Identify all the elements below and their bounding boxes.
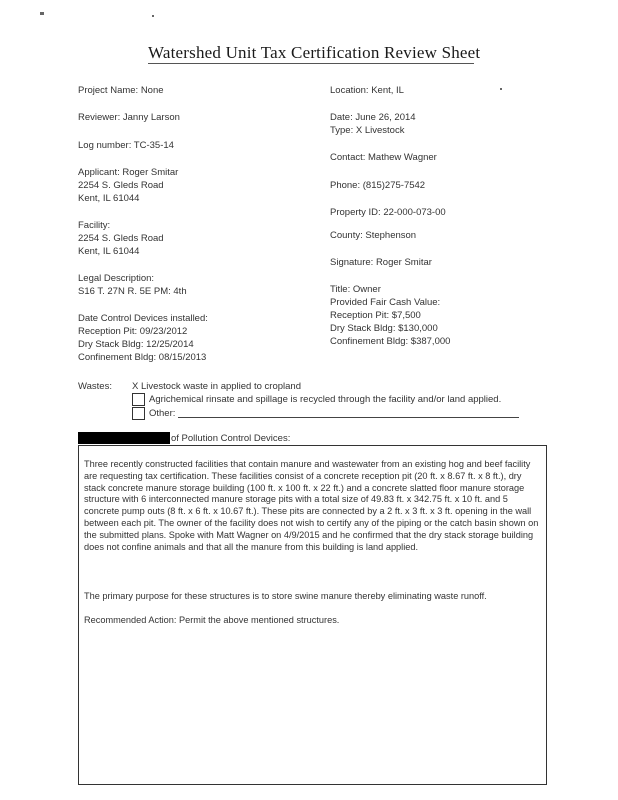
legal-description-block <box>78 272 187 298</box>
scan-speck <box>40 12 44 15</box>
fcv-line: Confinement Bldg: $387,000 <box>330 336 451 347</box>
scan-speck <box>152 15 154 17</box>
title-underline <box>148 63 474 64</box>
wastes-label: Wastes: <box>78 381 112 392</box>
property-id: Property ID: 22-000-073-00 <box>330 207 446 218</box>
legal-line: S16 T. 27N R. 5E PM: 4th <box>78 286 187 297</box>
date-type-block <box>330 111 416 137</box>
wastes-option-agrichemical: Agrichemical rinsate and spillage is recycled through the facility and/or land applied. <box>149 394 502 405</box>
description-paragraph: Three recently constructed facilities that contain manure and wastewater from an existing hog and beef facility are requesting tax certification. These facilities consist of a concrete reception pit (20 ft. x 8.67 ft. x 8 ft.), dry stack concrete manure storage building (100 ft. x 100 ft. x 22 ft.) and a concrete slatted floor manure storage structure with 6 interconnected manure storage pits with a total size of 49.83 ft. x 342.75 ft. x 10 ft. and 5 concrete pump outs (8 ft. x 6 ft. x 10.67 ft.). These pits are connected by a 2 ft. x 3 ft. x 3 ft. opening in the wall between each pit. The owner of the facility does not wish to certify any of the piping or the catch basin shown on the submitted plans. Spoke with Matt Wagner on 4/9/2015 and he confirmed that the dry stack storage building does not confine animals and that all the manure from this building is land applied. <box>84 459 539 552</box>
log-number: Log number: TC-35-14 <box>78 140 174 151</box>
county: County: Stephenson <box>330 230 417 241</box>
other-underline <box>178 417 519 418</box>
dates-line: Date Control Devices installed: <box>78 313 208 324</box>
type: Type: X Livestock <box>330 125 405 136</box>
description-heading: of Pollution Control Devices: <box>171 433 291 444</box>
applicant-line: Kent, IL 61044 <box>78 193 140 204</box>
page-title: Watershed Unit Tax Certification Review Sheet <box>148 43 481 62</box>
other-checkbox[interactable] <box>132 407 145 420</box>
applicant-block <box>78 166 178 205</box>
wastes-option-other: Other: <box>149 408 176 419</box>
phone: Phone: (815)275-7542 <box>330 180 426 191</box>
facility-line: 2254 S. Gleds Road <box>78 233 164 244</box>
facility-block <box>78 219 164 258</box>
description-paragraph: The primary purpose for these structures is to store swine manure thereby eliminating waste runoff. <box>84 591 487 601</box>
reviewer: Reviewer: Janny Larson <box>78 112 180 123</box>
title-line: Title: Owner <box>330 284 381 295</box>
contact: Contact: Mathew Wagner <box>330 152 437 163</box>
fcv-line: Provided Fair Cash Value: <box>330 297 441 308</box>
recommended-action: Recommended Action: Permit the above mentioned structures. <box>84 615 340 625</box>
dates-line: Confinement Bldg: 08/15/2013 <box>78 352 207 363</box>
fcv-line: Reception Pit: $7,500 <box>330 310 421 321</box>
location: Location: Kent, IL <box>330 85 404 96</box>
applicant-line: 2254 S. Gleds Road <box>78 180 164 191</box>
redaction-bar <box>78 432 170 444</box>
legal-line: Legal Description: <box>78 273 155 284</box>
project-name: Project Name: None <box>78 85 164 96</box>
dates-line: Reception Pit: 09/23/2012 <box>78 326 188 337</box>
applicant-line: Applicant: Roger Smitar <box>78 167 179 178</box>
facility-line: Facility: <box>78 220 111 231</box>
signature: Signature: Roger Smitar <box>330 257 432 268</box>
control-device-dates <box>78 312 208 364</box>
agrichemical-checkbox[interactable] <box>132 393 145 406</box>
date: Date: June 26, 2014 <box>330 112 416 123</box>
dates-line: Dry Stack Bldg: 12/25/2014 <box>78 339 194 350</box>
scan-speck <box>500 88 502 90</box>
facility-line: Kent, IL 61044 <box>78 246 140 257</box>
fair-cash-value-block <box>330 283 450 348</box>
wastes-option-livestock: X Livestock waste in applied to cropland <box>132 381 301 392</box>
fcv-line: Dry Stack Bldg: $130,000 <box>330 323 438 334</box>
